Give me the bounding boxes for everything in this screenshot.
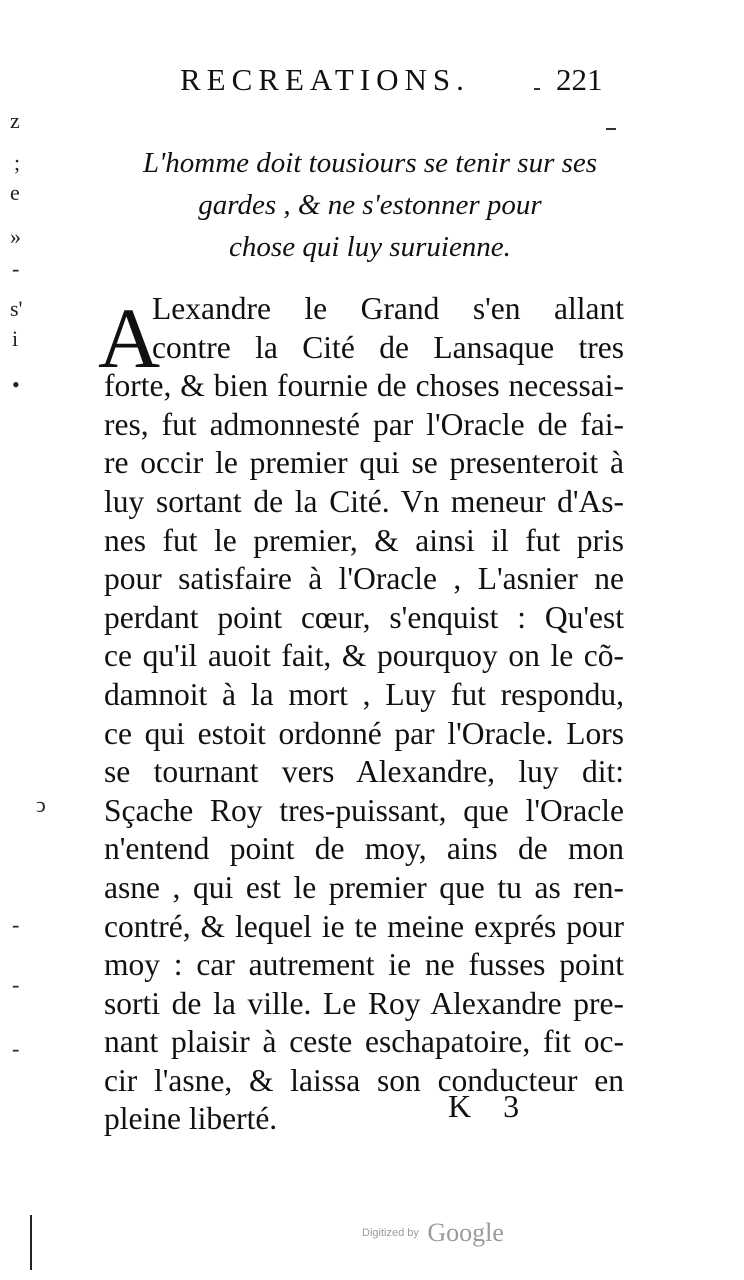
text-line: ce qui estoit ordonné par l'Oracle. Lors <box>104 715 624 751</box>
google-logo: Google <box>427 1218 504 1247</box>
text-line: contre la Cité de Lansaque tres <box>152 329 624 365</box>
margin-mark: z <box>10 108 20 133</box>
text-line: pleine liberté. <box>104 1101 278 1137</box>
headnote-line: chose qui luy suruienne. <box>229 231 511 263</box>
watermark-caption: Digitized by <box>362 1227 419 1239</box>
text-line: Sçache Roy tres-puissant, que l'Oracle <box>104 792 624 828</box>
margin-mark: - <box>12 912 20 937</box>
margin-mark: • <box>12 372 20 397</box>
text-line: perdant point cœur, s'enquist : Qu'est <box>104 599 624 635</box>
text-line: ce qu'il auoit fait, & pourquoy on le cõ- <box>104 638 624 674</box>
margin-mark: e <box>10 180 20 205</box>
text-line: luy sortant de la Cité. Vn meneur d'As- <box>104 483 624 519</box>
text-line: cir l'asne, & laissa son conducteur en <box>104 1062 624 1098</box>
headnote-line: gardes , & ne s'estonner pour <box>198 189 542 221</box>
margin-mark: s' <box>10 296 23 321</box>
margin-mark: - <box>12 256 20 281</box>
text-line: moy : car autrement ie ne fusses point <box>104 947 624 983</box>
text-line: sorti de la ville. Le Roy Alexandre pre- <box>104 985 624 1021</box>
text-line: res, fut admonnesté par l'Oracle de fai- <box>104 406 624 442</box>
text-line: pour satisfaire à l'Oracle , L'asnier ne <box>104 561 624 597</box>
page-number: 221 <box>556 62 603 97</box>
text-line: forte, & bien fournie de choses necessai- <box>104 368 624 404</box>
body-paragraph <box>98 290 624 1139</box>
gutter-rule <box>30 1215 32 1270</box>
text-line: se tournant vers Alexandre, luy dit: <box>104 754 624 790</box>
headnote-line: L'homme doit tousiours se tenir sur ses <box>142 147 598 179</box>
running-head: RECREATIONS. <box>180 62 470 97</box>
text-line: Lexandre le Grand s'en allant <box>152 291 624 326</box>
ink-speck <box>606 128 616 130</box>
text-line: contré, & lequel ie te meine exprés pour <box>104 908 624 944</box>
ink-speck <box>534 88 540 90</box>
margin-mark: ; <box>14 150 21 175</box>
text-line: n'entend point de moy, ains de mon <box>104 831 624 867</box>
digitization-watermark <box>362 1218 504 1248</box>
text-line: asne , qui est le premier que tu as ren- <box>104 869 624 905</box>
left-margin-bleedthrough <box>0 0 46 1280</box>
margin-mark: ↄ <box>36 792 46 817</box>
text-line: re occir le premier qui se presenteroit à <box>104 445 624 481</box>
signature-mark: K 3 <box>448 1088 532 1124</box>
text-line: nes fut le premier, & ainsi il fut pris <box>104 522 624 558</box>
margin-mark: » <box>10 224 21 249</box>
text-line: nant plaisir à ceste eschapatoire, fit oc- <box>104 1024 624 1060</box>
margin-mark: i <box>12 326 19 351</box>
chapter-headnote <box>100 142 640 268</box>
text-line: damnoit à la mort , Luy fut respondu, <box>104 676 624 712</box>
drop-cap: A <box>98 290 161 386</box>
margin-mark: - <box>12 972 20 997</box>
margin-mark: - <box>12 1036 20 1061</box>
